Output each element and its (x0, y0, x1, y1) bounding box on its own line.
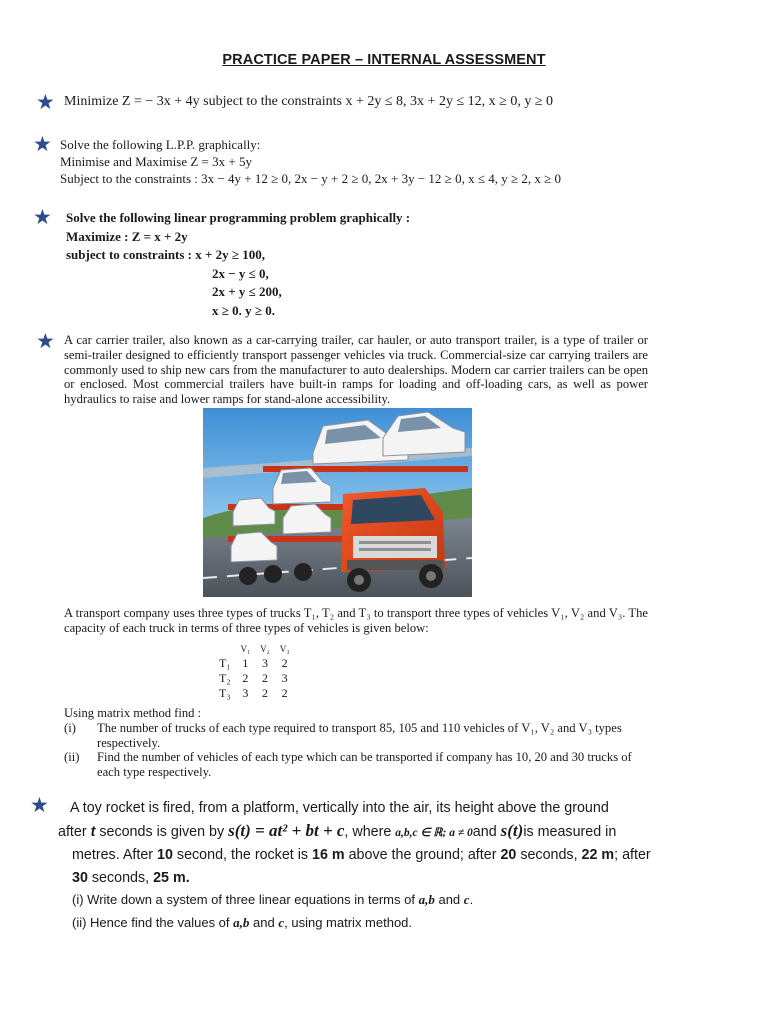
q5-text: , where (344, 823, 392, 840)
table-row (214, 656, 294, 671)
q5-text: (ii) Hence find the values of (72, 914, 230, 930)
item-text: The number of trucks of each type required to transport 85, 105 and 110 vehicles of V₁, V₂ and V₃ types respectively. (97, 720, 622, 750)
q5-part-i (58, 889, 658, 912)
q5-var: a,b (233, 914, 250, 930)
question-1: Minimize Z = − 3x + 4y subject to the constraints x + 2y ≤ 8, 3x + 2y ≤ 12, x ≥ 0, y ≥ 0 (64, 94, 554, 109)
table-cell: 2 (261, 671, 268, 685)
q5-text: seconds, (520, 847, 578, 863)
row-label: T₃ (219, 686, 231, 700)
q5-text: after (58, 823, 87, 840)
q2-line-3: Subject to the constraints : 3x − 4y + 12 ≥ 0, 2x − y + 2 ≥ 0, 2x + 3y − 12 ≥ 0, x ≤ 4, y ≥ 2, x ≥ 0 (60, 171, 561, 186)
q5-text: ; after (614, 847, 651, 863)
truck-capacity-table (214, 642, 294, 701)
q5-text: seconds is given by (99, 823, 225, 840)
q3-constraint-4: x ≥ 0. y ≥ 0. (212, 302, 276, 318)
table-cell: 2 (281, 686, 288, 700)
q3-constraint-2: 2x − y ≤ 0, (212, 265, 269, 281)
star-icon: ★ (33, 132, 52, 156)
table-cell: 3 (281, 671, 288, 685)
question-4-intro: A car carrier trailer, also known as a car-carrying trailer, car hauler, or auto transport trailer, is a type of trailer or semi-trailer designed to efficiently transport passenger vehicles via truck. Commercial-size car carrying trailers are commonly used to ship new cars from the manufacturer to auto dealerships. Modern car carrier trailers can be open or enclosed. Most commercial trailers have built-in ramps for loading and off-loading cars, as well as power hydraulics to raise and lower ramps for stand-alone accessibility. (64, 333, 648, 407)
q5-var: c (278, 914, 285, 930)
table-cell: 2 (281, 656, 288, 670)
q5-formula: s(t) = at² + bt + c (228, 820, 345, 840)
question-3 (66, 209, 410, 320)
q5-part-ii (58, 912, 658, 935)
q3-line-2: Maximize : Z = x + 2y (66, 228, 188, 244)
table-row (214, 671, 294, 686)
q5-value: 30 (72, 869, 88, 886)
q5-value: 22 m (581, 847, 615, 863)
q5-text: and (253, 914, 275, 930)
question-4-tasks (64, 706, 648, 780)
q5-var: a,b (418, 892, 435, 907)
star-icon: ★ (36, 329, 55, 353)
q5-value: 10 (157, 847, 173, 863)
star-icon: ★ (33, 205, 52, 229)
table-header: V₃ (279, 644, 290, 654)
question-5 (58, 797, 658, 934)
question-2 (60, 136, 561, 187)
item-number: (ii) (64, 750, 80, 765)
q5-text: , using matrix method. (284, 914, 413, 930)
q5-text: and (472, 823, 497, 840)
car-carrier-truck-photo (203, 408, 472, 597)
q5-line-1: A toy rocket is fired, from a platform, vertically into the air, its height above the ground (70, 800, 609, 816)
page-title: PRACTICE PAPER – INTERNAL ASSESSMENT (222, 52, 546, 68)
item-number: (i) (64, 720, 76, 735)
q5-text: . (185, 869, 190, 886)
table-cell: 3 (242, 686, 249, 700)
q5-line-2 (58, 820, 658, 845)
table-row (214, 686, 294, 701)
table-header-row (214, 642, 294, 656)
q5-text: seconds, (91, 869, 150, 886)
using-matrix-line: Using matrix method find : (64, 706, 202, 720)
q5-value: 20 (500, 847, 517, 863)
q5-text: (i) Write down a system of three linear equations in terms of (72, 892, 415, 907)
q2-line-2: Minimise and Maximise Z = 3x + 5y (60, 154, 252, 169)
table-header: V₁ (240, 644, 251, 654)
question-4-problem: A transport company uses three types of trucks T₁, T₂ and T₃ to transport three types of vehicles V₁, V₂ and V₃. The capacity of each truck in terms of three types of vehicles is given below: (64, 606, 648, 635)
q3-constraint-3: 2x + y ≤ 200, (212, 284, 282, 299)
table-corner (214, 642, 236, 656)
list-item (64, 750, 648, 780)
star-icon: ★ (36, 90, 55, 114)
list-item (64, 721, 648, 751)
q3-line-3: subject to constraints : x + 2y ≥ 100, (66, 247, 266, 262)
star-icon: ★ (30, 793, 49, 817)
q5-line-4 (58, 867, 658, 890)
q5-line-3 (58, 844, 658, 867)
q5-text: second, the rocket is (176, 847, 309, 863)
q5-var: c (463, 892, 470, 907)
q5-text: is measured in (523, 823, 617, 840)
item-text: Find the number of vehicles of each type which can be transported if company has 10, 20 and 30 trucks of each type respectively. (97, 750, 632, 780)
q5-text: and (438, 892, 461, 907)
q5-condition: a,b,c ∈ ℝ; a ≠ 0 (395, 826, 473, 839)
q2-line-1: Solve the following L.P.P. graphically: (60, 137, 261, 152)
q5-formula: s(t) (500, 820, 524, 840)
row-label: T₂ (219, 671, 231, 685)
q5-var-t: t (90, 823, 96, 840)
row-label: T₁ (219, 656, 231, 670)
table-cell: 2 (261, 686, 268, 700)
q5-text: . (469, 892, 474, 907)
q5-value: 16 m (312, 847, 345, 863)
table-cell: 1 (242, 656, 249, 670)
q5-text: above the ground; after (348, 847, 497, 863)
q5-text: metres. After (72, 847, 154, 863)
q5-value: 25 m (153, 869, 186, 886)
q3-line-1: Solve the following linear programming problem graphically : (66, 210, 411, 225)
table-cell: 2 (242, 671, 249, 685)
table-header: V₂ (260, 644, 270, 654)
table-cell: 3 (261, 656, 268, 670)
